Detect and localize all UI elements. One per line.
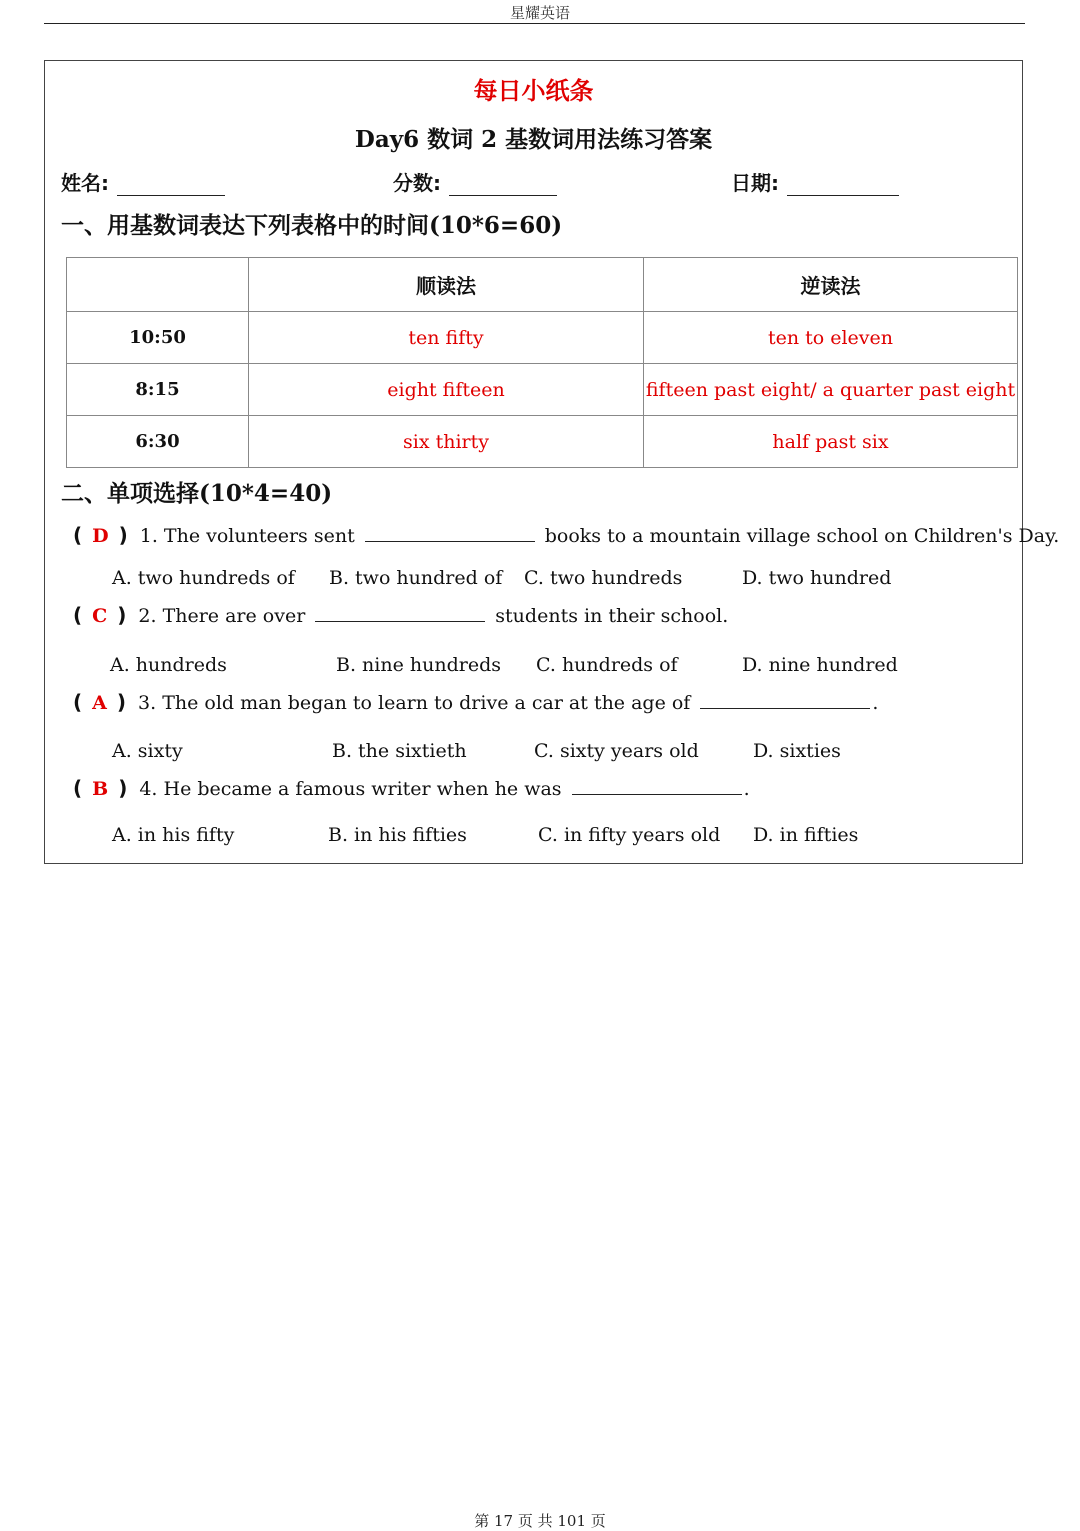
question-text: 1. The volunteers sent [139,525,355,547]
answer-blank [365,527,535,542]
answer-letter: B [92,778,109,800]
bracket-open: ( [73,776,83,800]
option-d: D. in fifties [753,824,859,846]
forward-reading: ten fifty [249,312,644,364]
answer-blank [700,694,870,709]
bracket-close: ) [118,776,128,800]
question-text-after: books to a mountain village school on Children's Day. [544,525,1060,547]
option-d: D. two hundred [742,567,892,589]
option-a: A. in his fifty [112,824,235,846]
reverse-reading: fifteen past eight/ a quarter past eight [644,364,1018,416]
date-label: 日期: [731,171,779,195]
score-label: 分数: [393,171,441,195]
answer-blank [572,780,742,795]
time-cell: 10:50 [67,312,249,364]
option-a: A. sixty [112,740,183,762]
table-row [67,416,1018,468]
answer-letter: A [92,692,107,714]
date-blank[interactable] [787,177,899,196]
table-row [67,364,1018,416]
time-table [66,257,1018,468]
time-cell: 6:30 [67,416,249,468]
table-row [67,312,1018,364]
date-field [731,167,899,196]
reverse-reading: ten to eleven [644,312,1018,364]
section1-score: (10*6=60) [429,212,563,239]
question-1 [73,523,1059,547]
bracket-close: ) [116,690,127,714]
question-text-after: . [743,778,750,800]
worksheet-subtitle: Day6 数词 2 基数词用法练习答案 [354,126,713,153]
question-text: 3. The old man began to learn to drive a car at the age of [138,692,691,714]
reverse-reading: half past six [644,416,1018,468]
bracket-close: ) [117,603,127,627]
section1-heading [61,207,562,240]
option-b: B. in his fifties [328,824,467,846]
score-field [393,167,557,196]
option-a: A. hundreds [110,654,227,676]
option-b: B. nine hundreds [336,654,501,676]
name-blank[interactable] [117,177,225,196]
name-field [61,167,225,196]
answer-blank [315,607,485,622]
option-b: B. two hundred of [329,567,503,589]
worksheet [44,60,1060,864]
table-header-row [67,258,1018,312]
option-c: C. in fifty years old [538,824,721,846]
question-4 [73,776,750,800]
bracket-open: ( [73,523,83,547]
column-header: 顺读法 [249,258,644,312]
answer-letter: C [92,605,108,627]
time-cell: 8:15 [67,364,249,416]
forward-reading: eight fifteen [249,364,644,416]
bracket-close: ) [118,523,128,547]
section2-heading-text: 二、单项选择 [61,481,199,507]
name-label: 姓名: [61,171,109,195]
question-3 [73,690,878,714]
option-c: C. hundreds of [536,654,678,676]
bracket-open: ( [73,690,83,714]
bracket-open: ( [73,603,83,627]
column-header [67,258,249,312]
question-text-after: . [872,692,879,714]
section2-heading [61,475,332,508]
option-d: D. sixties [753,740,841,762]
forward-reading: six thirty [249,416,644,468]
option-a: A. two hundreds of [112,567,295,589]
option-d: D. nine hundred [742,654,898,676]
page-footer: 第 17 页 共 101 页 [474,1512,606,1530]
score-blank[interactable] [449,177,557,196]
question-2 [73,603,728,627]
question-text-after: students in their school. [495,605,729,627]
worksheet-title: 每日小纸条 [473,77,594,105]
answer-letter: D [92,525,109,547]
header-title: 星耀英语 [509,4,570,22]
section1-heading-text: 一、用基数词表达下列表格中的时间 [61,213,429,239]
option-c: C. two hundreds [524,567,683,589]
question-text: 4. He became a famous writer when he was [139,778,562,800]
option-c: C. sixty years old [534,740,699,762]
header-rule [44,23,1025,24]
question-text: 2. There are over [138,605,306,627]
option-b: B. the sixtieth [332,740,467,762]
column-header: 逆读法 [644,258,1018,312]
section2-score: (10*4=40) [199,480,333,507]
